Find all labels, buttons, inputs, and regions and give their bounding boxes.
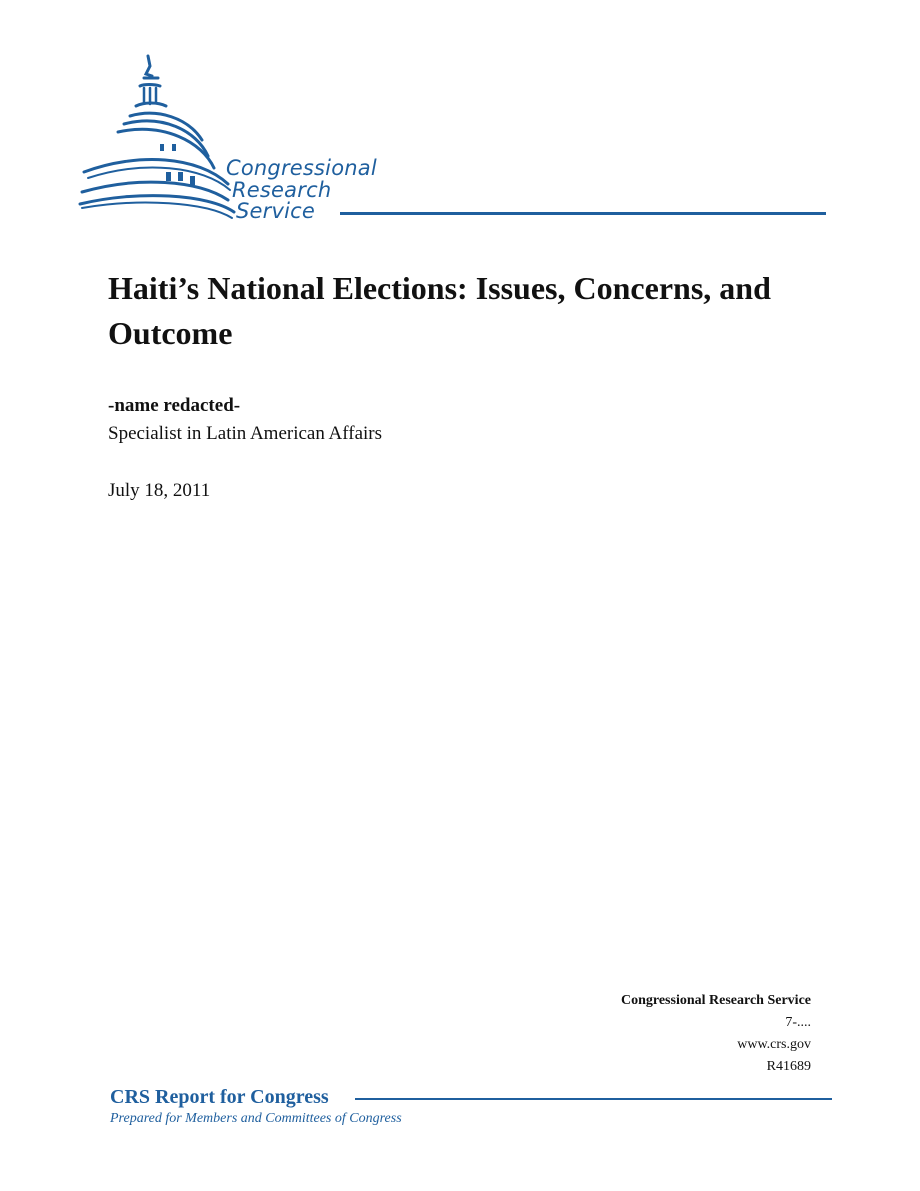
crs-organization: Congressional Research Service	[620, 993, 811, 1008]
report-date: July 18, 2011	[108, 480, 211, 501]
crs-code: 7-....	[785, 1015, 811, 1030]
crs-report-number: R41689	[766, 1059, 811, 1074]
crs-website: www.crs.gov	[737, 1037, 811, 1052]
logo-text-service: Service	[236, 199, 316, 223]
crs-report-label: CRS Report for Congress	[110, 1086, 329, 1108]
author-role: Specialist in Latin American Affairs	[108, 423, 383, 444]
footer-divider-line	[355, 1098, 832, 1100]
logo-divider-line	[340, 212, 826, 215]
report-title: Haiti’s National Elections: Issues, Concerns, and Outcome	[108, 270, 771, 351]
crs-report-subtitle: Prepared for Members and Committees of Congress	[110, 1111, 402, 1126]
crs-info-block	[621, 990, 811, 1078]
logo-text-congressional: Congressional	[226, 156, 377, 180]
logo-text-research: Research	[232, 178, 332, 202]
author-name: -name redacted-	[108, 395, 241, 416]
